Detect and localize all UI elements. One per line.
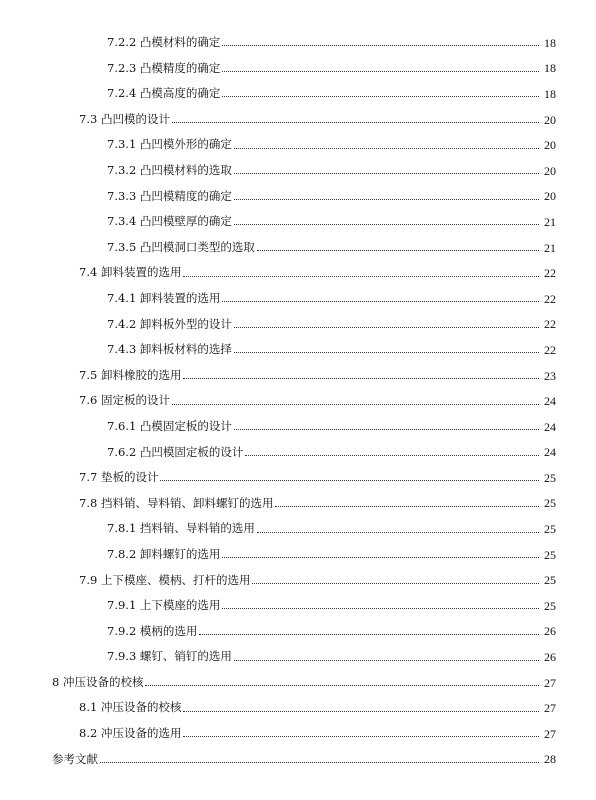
toc-entry[interactable] (0, 209, 596, 235)
toc-entry[interactable] (0, 235, 596, 261)
toc-entry-page-number: 26 (544, 650, 556, 665)
toc-dot-leader (275, 506, 539, 507)
toc-entry-title: 7.2.4 凸模高度的确定 (107, 86, 221, 101)
toc-dot-leader (234, 224, 539, 225)
toc-entry-page-number: 21 (544, 240, 556, 255)
toc-dot-leader (222, 301, 539, 302)
toc-entry[interactable] (0, 312, 596, 338)
toc-entry[interactable] (0, 542, 596, 568)
toc-entry[interactable] (0, 158, 596, 184)
toc-entry-page-number: 25 (544, 522, 556, 537)
toc-entry[interactable] (0, 465, 596, 491)
toc-entry-page-number: 20 (544, 138, 556, 153)
toc-entry[interactable] (0, 30, 596, 56)
toc-entry-page-number: 24 (544, 445, 556, 460)
toc-entry-title: 7.4.3 卸料板材料的选择 (107, 342, 232, 357)
toc-entry[interactable] (0, 184, 596, 210)
toc-entry-page-number: 22 (544, 266, 556, 281)
toc-entry[interactable] (0, 440, 596, 466)
toc-entry-title: 7.4 卸料装置的选用 (79, 265, 182, 280)
toc-dot-leader (183, 711, 539, 712)
toc-entry-title: 7.2.2 凸模材料的确定 (107, 35, 221, 50)
toc-entry-page-number: 27 (544, 675, 556, 690)
toc-dot-leader (145, 685, 539, 686)
toc-entry-title: 参考文献 (52, 751, 98, 766)
toc-entry-page-number: 18 (544, 61, 556, 76)
toc-entry-title: 7.2.3 凸模精度的确定 (107, 60, 221, 75)
toc-entry[interactable] (0, 619, 596, 645)
toc-entry[interactable] (0, 81, 596, 107)
toc-entry-page-number: 24 (544, 419, 556, 434)
toc-entry-page-number: 27 (544, 726, 556, 741)
toc-entry[interactable] (0, 593, 596, 619)
toc-entry[interactable] (0, 107, 596, 133)
toc-entry-page-number: 18 (544, 86, 556, 101)
toc-dot-leader (172, 404, 539, 405)
toc-entry-title: 8 冲压设备的校核 (52, 674, 144, 689)
toc-entry[interactable] (0, 491, 596, 517)
toc-entry-page-number: 21 (544, 214, 556, 229)
toc-dot-leader (222, 608, 539, 609)
toc-entry-title: 7.9.1 上下模座的选用 (107, 598, 221, 613)
toc-entry-page-number: 25 (544, 496, 556, 511)
toc-entry[interactable] (0, 695, 596, 721)
toc-entry[interactable] (0, 567, 596, 593)
toc-dot-leader (257, 532, 539, 533)
toc-dot-leader (245, 455, 539, 456)
toc-entry-page-number: 22 (544, 317, 556, 332)
toc-dot-leader (234, 173, 539, 174)
toc-entry-title: 7.5 卸料橡胶的选用 (79, 367, 182, 382)
toc-entry-page-number: 27 (544, 701, 556, 716)
toc-entry[interactable] (0, 363, 596, 389)
toc-dot-leader (234, 660, 539, 661)
toc-dot-leader (234, 327, 539, 328)
toc-entry-title: 7.8.1 挡料销、导料销的选用 (107, 521, 255, 536)
toc-entry-page-number: 22 (544, 291, 556, 306)
toc-entry[interactable] (0, 286, 596, 312)
toc-entry-title: 7.7 垫板的设计 (79, 470, 159, 485)
toc-entry-page-number: 28 (544, 752, 556, 767)
toc-entry-title: 7.9.2 模柄的选用 (107, 623, 198, 638)
toc-entry-title: 7.6 固定板的设计 (79, 393, 170, 408)
toc-entry[interactable] (0, 56, 596, 82)
toc-dot-leader (160, 480, 539, 481)
toc-entry-title: 7.6.2 凸凹模固定板的设计 (107, 444, 244, 459)
toc-dot-leader (222, 71, 539, 72)
toc-entry-title: 7.3.1 凸凹模外形的确定 (107, 137, 232, 152)
toc-dot-leader (252, 583, 539, 584)
toc-entry[interactable] (0, 747, 596, 773)
toc-entry-title: 8.2 冲压设备的选用 (79, 726, 182, 741)
toc-entry-title: 7.8 挡料销、导料销、卸料螺钉的选用 (79, 495, 274, 510)
toc-dot-leader (100, 762, 539, 763)
toc-dot-leader (234, 352, 539, 353)
toc-entry-page-number: 25 (544, 547, 556, 562)
table-of-contents (0, 30, 596, 772)
toc-dot-leader (257, 250, 539, 251)
toc-dot-leader (222, 45, 539, 46)
toc-entry-title: 7.3 凸凹模的设计 (79, 111, 170, 126)
toc-entry-title: 7.9 上下模座、模柄、打杆的选用 (79, 572, 251, 587)
toc-entry-title: 8.1 冲压设备的校核 (79, 700, 182, 715)
toc-entry-page-number: 23 (544, 368, 556, 383)
toc-entry-page-number: 20 (544, 189, 556, 204)
toc-entry[interactable] (0, 644, 596, 670)
toc-entry-page-number: 20 (544, 163, 556, 178)
toc-dot-leader (222, 557, 539, 558)
toc-dot-leader (183, 378, 539, 379)
toc-entry[interactable] (0, 516, 596, 542)
toc-dot-leader (234, 199, 539, 200)
toc-entry-title: 7.6.1 凸模固定板的设计 (107, 418, 232, 433)
toc-entry[interactable] (0, 388, 596, 414)
toc-dot-leader (222, 96, 539, 97)
toc-dot-leader (172, 122, 539, 123)
toc-dot-leader (183, 736, 539, 737)
toc-entry[interactable] (0, 337, 596, 363)
toc-entry-title: 7.9.3 螺钉、销钉的选用 (107, 649, 232, 664)
toc-entry-page-number: 20 (544, 112, 556, 127)
toc-dot-leader (183, 276, 539, 277)
toc-entry-page-number: 25 (544, 573, 556, 588)
toc-entry-title: 7.3.5 凸凹模洞口类型的选取 (107, 239, 255, 254)
toc-dot-leader (234, 429, 539, 430)
toc-dot-leader (234, 148, 539, 149)
toc-entry-title: 7.3.4 凸凹模壁厚的确定 (107, 214, 232, 229)
toc-entry[interactable] (0, 670, 596, 696)
toc-entry-title: 7.4.2 卸料板外型的设计 (107, 316, 232, 331)
toc-entry-page-number: 26 (544, 624, 556, 639)
toc-entry-title: 7.8.2 卸料螺钉的选用 (107, 546, 221, 561)
toc-entry-title: 7.3.2 凸凹模材料的选取 (107, 163, 232, 178)
toc-entry-page-number: 18 (544, 35, 556, 50)
toc-entry[interactable] (0, 260, 596, 286)
toc-entry[interactable] (0, 132, 596, 158)
toc-dot-leader (199, 634, 539, 635)
toc-entry-page-number: 25 (544, 470, 556, 485)
toc-entry-page-number: 25 (544, 598, 556, 613)
toc-entry-title: 7.4.1 卸料装置的选用 (107, 290, 221, 305)
toc-entry-page-number: 22 (544, 342, 556, 357)
toc-entry-title: 7.3.3 凸凹模精度的确定 (107, 188, 232, 203)
toc-entry[interactable] (0, 414, 596, 440)
toc-entry[interactable] (0, 721, 596, 747)
toc-entry-page-number: 24 (544, 394, 556, 409)
